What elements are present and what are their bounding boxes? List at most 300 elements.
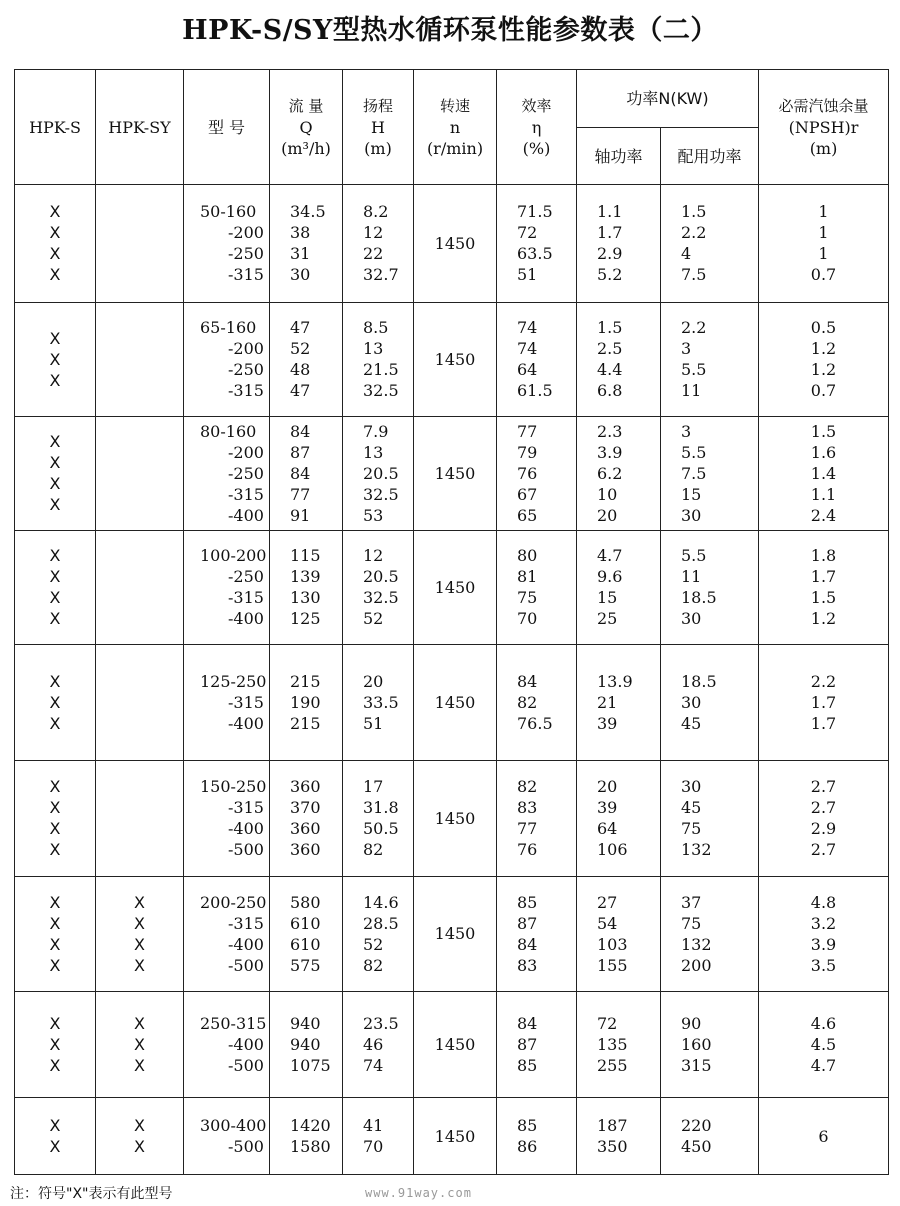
npsh-cell-value: 1.2 (810, 609, 837, 629)
efficiency-cell (497, 992, 577, 1098)
head-cell-value: 17 (363, 777, 384, 797)
flow-cell-value: 87 (290, 442, 311, 462)
model-cell-value: -500 (228, 1056, 264, 1076)
model-cell-value: -400 (228, 505, 264, 525)
efficiency-cell-value: 77 (517, 819, 538, 839)
header-speed: 转速 n (r/min) (414, 70, 497, 185)
npsh-cell-value: 1.5 (810, 421, 837, 441)
performance-table (14, 69, 889, 1175)
shaft-power-cell-value: 72 (597, 1014, 618, 1034)
head-cell-value: 52 (363, 934, 384, 954)
flow-cell-value: 38 (290, 223, 311, 243)
model-cell-value: 125-250 (200, 671, 267, 691)
efficiency-cell-value: 79 (517, 442, 538, 462)
head-cell-value: 21.5 (363, 360, 399, 380)
model-cell-value: 150-250 (200, 777, 267, 797)
flow-cell-value: 1075 (290, 1056, 331, 1076)
head-cell-value: 82 (363, 840, 384, 860)
head-cell-value: 32.5 (363, 381, 399, 401)
flow-cell (270, 185, 343, 303)
motor-power-cell-value: 7.5 (681, 265, 707, 285)
efficiency-cell (497, 185, 577, 303)
speed-cell: 1450 (414, 992, 497, 1098)
hpk-s-mark-value: X (49, 671, 61, 691)
hpk-s-mark-value: X (49, 495, 61, 515)
motor-power-cell-value: 2.2 (681, 223, 707, 243)
hpk-s-mark-value: X (49, 819, 61, 839)
motor-power-cell-value: 45 (681, 798, 702, 818)
header-hpk-sy: HPK-SY (96, 70, 184, 185)
motor-power-cell-value: 7.5 (681, 463, 707, 483)
hpk-s-mark (15, 530, 96, 644)
speed-cell: 1450 (414, 876, 497, 992)
efficiency-cell-value: 74 (517, 318, 538, 338)
speed-cell: 1450 (414, 302, 497, 416)
shaft-power-cell-value: 9.6 (597, 567, 623, 587)
hpk-sy-mark-value: X (134, 934, 145, 954)
hpk-s-mark-value: X (49, 265, 61, 285)
motor-power-cell-value: 11 (681, 381, 702, 401)
npsh-cell (759, 876, 889, 992)
flow-cell-value: 610 (290, 913, 321, 933)
head-cell-value: 12 (363, 223, 384, 243)
shaft-power-cell-value: 350 (597, 1137, 628, 1157)
shaft-power-cell-value: 13.9 (597, 671, 633, 691)
npsh-cell-value: 1.1 (810, 484, 837, 504)
table-row (15, 185, 889, 303)
shaft-power-cell-value: 1.1 (597, 202, 623, 222)
efficiency-cell-value: 65 (517, 505, 538, 525)
flow-cell (270, 416, 343, 530)
motor-power-cell (661, 644, 759, 760)
head-cell-value: 13 (363, 339, 384, 359)
header-efficiency: 效率 η (%) (497, 70, 577, 185)
model-cell-value: -500 (228, 955, 264, 975)
efficiency-cell-value: 71.5 (517, 202, 553, 222)
shaft-power-cell-value: 5.2 (597, 265, 623, 285)
flow-cell (270, 644, 343, 760)
npsh-cell-value: 1.4 (810, 463, 837, 483)
hpk-sy-mark-value: X (134, 1116, 145, 1136)
hpk-s-mark-value: X (49, 1116, 61, 1136)
npsh-cell-value: 1.2 (810, 360, 837, 380)
model-cell-value: 100-200 (200, 546, 267, 566)
hpk-s-mark-value: X (49, 546, 61, 566)
shaft-power-cell-value: 4.4 (597, 360, 623, 380)
head-cell-value: 32.5 (363, 484, 399, 504)
head-cell-value: 53 (363, 505, 384, 525)
efficiency-cell (497, 760, 577, 876)
head-cell-value: 33.5 (363, 692, 399, 712)
hpk-s-mark (15, 302, 96, 416)
shaft-power-cell-value: 64 (597, 819, 618, 839)
hpk-s-mark-value: X (49, 892, 61, 912)
model-cell-value: 65-160 (200, 318, 257, 338)
efficiency-cell-value: 76 (517, 840, 538, 860)
head-cell-value: 14.6 (363, 892, 399, 912)
flow-cell-value: 48 (290, 360, 311, 380)
npsh-cell-value: 2.7 (810, 777, 837, 797)
npsh-cell-value: 0.5 (810, 318, 837, 338)
npsh-cell-value: 3.2 (810, 913, 837, 933)
model-cell-value: -200 (228, 339, 264, 359)
npsh-cell-value: 4.7 (810, 1056, 837, 1076)
head-cell-value: 8.2 (363, 202, 389, 222)
motor-power-cell-value: 5.5 (681, 442, 707, 462)
hpk-sy-mark (96, 302, 184, 416)
motor-power-cell (661, 760, 759, 876)
flow-cell (270, 1098, 343, 1175)
motor-power-cell-value: 3 (681, 421, 692, 441)
shaft-power-cell-value: 25 (597, 609, 618, 629)
flow-cell (270, 530, 343, 644)
model-cell-value: -400 (228, 934, 264, 954)
table-row (15, 644, 889, 760)
motor-power-cell-value: 18.5 (681, 671, 717, 691)
header-power: 功率N(KW) (577, 70, 759, 128)
shaft-power-cell-value: 103 (597, 934, 628, 954)
motor-power-cell-value: 3 (681, 339, 692, 359)
hpk-sy-mark (96, 416, 184, 530)
flow-cell-value: 77 (290, 484, 311, 504)
hpk-s-mark (15, 876, 96, 992)
table-row (15, 992, 889, 1098)
efficiency-cell-value: 86 (517, 1137, 538, 1157)
hpk-sy-mark (96, 992, 184, 1098)
head-cell-value: 22 (363, 244, 384, 264)
shaft-power-cell-value: 15 (597, 588, 618, 608)
npsh-cell-value: 0.7 (810, 265, 837, 285)
page-title: HPK-S/SY型热水循环泵性能参数表（二） (182, 15, 718, 46)
shaft-power-cell-value: 10 (597, 484, 618, 504)
model-cell-value: 300-400 (200, 1116, 267, 1136)
motor-power-cell-value: 37 (681, 892, 702, 912)
hpk-sy-mark-value: X (134, 1056, 145, 1076)
efficiency-cell (497, 644, 577, 760)
efficiency-cell-value: 84 (517, 1014, 538, 1034)
head-cell-value: 82 (363, 955, 384, 975)
model-cell-value: -315 (228, 692, 264, 712)
hpk-s-mark-value: X (49, 692, 61, 712)
efficiency-cell-value: 67 (517, 484, 538, 504)
efficiency-cell-value: 84 (517, 934, 538, 954)
model-cell-value: -315 (228, 798, 264, 818)
efficiency-cell-value: 85 (517, 1116, 538, 1136)
shaft-power-cell-value: 39 (597, 798, 618, 818)
flow-cell-value: 84 (290, 463, 311, 483)
efficiency-cell-value: 87 (517, 913, 538, 933)
model-cell-value: -250 (228, 360, 264, 380)
motor-power-cell-value: 450 (681, 1137, 712, 1157)
flow-cell-value: 1580 (290, 1137, 331, 1157)
model-cell (184, 1098, 270, 1175)
model-cell (184, 302, 270, 416)
hpk-s-mark-value: X (49, 609, 61, 629)
motor-power-cell (661, 992, 759, 1098)
hpk-s-mark-value: X (49, 223, 61, 243)
model-cell-value: 50-160 (200, 202, 257, 222)
npsh-cell-value: 2.2 (810, 671, 837, 691)
head-cell (343, 876, 414, 992)
npsh-cell-value: 6 (818, 1126, 829, 1146)
head-cell (343, 530, 414, 644)
footnote: 注：符号"X"表示有此型号 (10, 1186, 173, 1202)
model-cell-value: -315 (228, 484, 264, 504)
efficiency-cell-value: 82 (517, 777, 538, 797)
shaft-power-cell-value: 1.7 (597, 223, 623, 243)
model-cell-value: -200 (228, 442, 264, 462)
motor-power-cell-value: 75 (681, 913, 702, 933)
flow-cell-value: 52 (290, 339, 311, 359)
model-cell-value: -315 (228, 913, 264, 933)
head-cell (343, 416, 414, 530)
flow-cell-value: 139 (290, 567, 321, 587)
model-cell-value: 250-315 (200, 1014, 267, 1034)
shaft-power-cell (577, 760, 661, 876)
motor-power-cell-value: 132 (681, 934, 712, 954)
efficiency-cell-value: 83 (517, 955, 538, 975)
npsh-cell (759, 416, 889, 530)
shaft-power-cell-value: 21 (597, 692, 618, 712)
flow-cell-value: 31 (290, 244, 311, 264)
shaft-power-cell-value: 6.8 (597, 381, 623, 401)
model-cell-value: -250 (228, 567, 264, 587)
hpk-sy-mark-value: X (134, 1014, 145, 1034)
hpk-sy-mark (96, 876, 184, 992)
head-cell-value: 70 (363, 1137, 384, 1157)
flow-cell (270, 302, 343, 416)
motor-power-cell-value: 30 (681, 609, 702, 629)
header-motor-power: 配用功率 (661, 128, 759, 185)
efficiency-cell-value: 84 (517, 671, 538, 691)
head-cell (343, 1098, 414, 1175)
flow-cell-value: 130 (290, 588, 321, 608)
npsh-cell (759, 644, 889, 760)
head-cell-value: 20.5 (363, 463, 399, 483)
hpk-s-mark-value: X (49, 432, 61, 452)
motor-power-cell-value: 132 (681, 840, 712, 860)
efficiency-cell (497, 876, 577, 992)
model-cell-value: -400 (228, 1035, 264, 1055)
npsh-cell (759, 992, 889, 1098)
flow-cell-value: 47 (290, 381, 311, 401)
shaft-power-cell-value: 2.9 (597, 244, 623, 264)
watermark: www.91way.com (365, 1186, 472, 1200)
flow-cell-value: 360 (290, 819, 321, 839)
efficiency-cell-value: 76 (517, 463, 538, 483)
head-cell (343, 302, 414, 416)
motor-power-cell-value: 30 (681, 505, 702, 525)
head-cell-value: 46 (363, 1035, 384, 1055)
hpk-s-mark (15, 644, 96, 760)
shaft-power-cell-value: 135 (597, 1035, 628, 1055)
hpk-s-mark-value: X (49, 840, 61, 860)
shaft-power-cell (577, 876, 661, 992)
flow-cell-value: 610 (290, 934, 321, 954)
head-cell-value: 51 (363, 713, 384, 733)
flow-cell-value: 47 (290, 318, 311, 338)
motor-power-cell-value: 160 (681, 1035, 712, 1055)
model-cell-value: -200 (228, 223, 264, 243)
model-cell (184, 876, 270, 992)
hpk-s-mark-value: X (49, 934, 61, 954)
hpk-s-mark-value: X (49, 453, 61, 473)
hpk-sy-mark (96, 530, 184, 644)
npsh-cell-value: 1.7 (810, 692, 837, 712)
head-cell-value: 7.9 (363, 421, 389, 441)
hpk-s-mark-value: X (49, 370, 61, 390)
hpk-s-mark-value: X (49, 798, 61, 818)
efficiency-cell-value: 72 (517, 223, 538, 243)
head-cell-value: 20.5 (363, 567, 399, 587)
flow-cell-value: 360 (290, 840, 321, 860)
npsh-cell-value: 2.7 (810, 798, 837, 818)
header-head: 扬程 H (m) (343, 70, 414, 185)
efficiency-cell (497, 416, 577, 530)
hpk-sy-mark-value: X (134, 1137, 145, 1157)
head-cell-value: 28.5 (363, 913, 399, 933)
efficiency-cell-value: 64 (517, 360, 538, 380)
efficiency-cell-value: 87 (517, 1035, 538, 1055)
npsh-cell-value: 4.5 (810, 1035, 837, 1055)
flow-cell-value: 1420 (290, 1116, 331, 1136)
npsh-cell-value: 1 (818, 202, 829, 222)
shaft-power-cell-value: 106 (597, 840, 628, 860)
head-cell-value: 41 (363, 1116, 384, 1136)
speed-cell: 1450 (414, 760, 497, 876)
motor-power-cell-value: 45 (681, 713, 702, 733)
shaft-power-cell-value: 20 (597, 777, 618, 797)
head-cell-value: 50.5 (363, 819, 399, 839)
hpk-sy-mark (96, 185, 184, 303)
model-cell (184, 530, 270, 644)
motor-power-cell-value: 2.2 (681, 318, 707, 338)
hpk-sy-mark (96, 644, 184, 760)
table-row (15, 416, 889, 530)
flow-cell-value: 580 (290, 892, 321, 912)
model-cell-value: -315 (228, 265, 264, 285)
flow-cell-value: 215 (290, 713, 321, 733)
npsh-cell (759, 760, 889, 876)
header-flow: 流 量 Q (m³/h) (270, 70, 343, 185)
npsh-cell-value: 1.7 (810, 713, 837, 733)
motor-power-cell-value: 5.5 (681, 546, 707, 566)
shaft-power-cell (577, 992, 661, 1098)
npsh-cell-value: 1 (818, 223, 829, 243)
npsh-cell-value: 1 (818, 244, 829, 264)
hpk-sy-mark-value: X (134, 1035, 145, 1055)
efficiency-cell-value: 83 (517, 798, 538, 818)
hpk-s-mark-value: X (49, 588, 61, 608)
motor-power-cell-value: 30 (681, 777, 702, 797)
motor-power-cell-value: 1.5 (681, 202, 707, 222)
model-cell-value: -250 (228, 463, 264, 483)
shaft-power-cell-value: 4.7 (597, 546, 623, 566)
npsh-cell (759, 302, 889, 416)
motor-power-cell (661, 185, 759, 303)
hpk-s-mark-value: X (49, 955, 61, 975)
npsh-cell-value: 3.5 (810, 955, 837, 975)
npsh-cell-value: 3.9 (810, 934, 837, 954)
head-cell (343, 644, 414, 760)
shaft-power-cell (577, 416, 661, 530)
hpk-s-mark-value: X (49, 328, 61, 348)
motor-power-cell-value: 200 (681, 955, 712, 975)
efficiency-cell-value: 77 (517, 421, 538, 441)
header-npsh: 必需汽蚀余量 (NPSH)r (m) (759, 70, 889, 185)
table-body (15, 185, 889, 1175)
header-model: 型 号 (184, 70, 270, 185)
flow-cell-value: 84 (290, 421, 311, 441)
hpk-s-mark-value: X (49, 777, 61, 797)
head-cell (343, 185, 414, 303)
efficiency-cell-value: 75 (517, 588, 538, 608)
shaft-power-cell-value: 1.5 (597, 318, 623, 338)
speed-cell: 1450 (414, 185, 497, 303)
model-cell-value: -400 (228, 713, 264, 733)
flow-cell-value: 360 (290, 777, 321, 797)
npsh-cell-value: 2.7 (810, 840, 837, 860)
header-hpk-s: HPK-S (15, 70, 96, 185)
npsh-cell-value: 4.6 (810, 1014, 837, 1034)
efficiency-cell-value: 76.5 (517, 713, 553, 733)
model-cell-value: -500 (228, 840, 264, 860)
npsh-cell-value: 1.2 (810, 339, 837, 359)
npsh-cell (759, 185, 889, 303)
speed-cell: 1450 (414, 530, 497, 644)
head-cell (343, 760, 414, 876)
hpk-s-mark-value: X (49, 1056, 61, 1076)
model-cell-value: -250 (228, 244, 264, 264)
hpk-sy-mark (96, 1098, 184, 1175)
hpk-s-mark-value: X (49, 202, 61, 222)
flow-cell-value: 215 (290, 671, 321, 691)
shaft-power-cell-value: 39 (597, 713, 618, 733)
hpk-s-mark-value: X (49, 1137, 61, 1157)
npsh-cell (759, 1098, 889, 1175)
efficiency-cell-value: 70 (517, 609, 538, 629)
head-cell-value: 12 (363, 546, 384, 566)
model-cell (184, 185, 270, 303)
flow-cell-value: 370 (290, 798, 321, 818)
npsh-cell-value: 4.8 (810, 892, 837, 912)
model-cell-value: 200-250 (200, 892, 267, 912)
npsh-cell-value: 1.7 (810, 567, 837, 587)
head-cell-value: 20 (363, 671, 384, 691)
hpk-s-mark (15, 416, 96, 530)
head-cell (343, 992, 414, 1098)
npsh-cell-value: 1.6 (810, 442, 837, 462)
motor-power-cell-value: 220 (681, 1116, 712, 1136)
table-row (15, 760, 889, 876)
hpk-sy-mark-value: X (134, 955, 145, 975)
table-row (15, 530, 889, 644)
head-cell-value: 32.5 (363, 588, 399, 608)
shaft-power-cell-value: 2.5 (597, 339, 623, 359)
flow-cell-value: 940 (290, 1014, 321, 1034)
hpk-sy-mark-value: X (134, 913, 145, 933)
shaft-power-cell-value: 255 (597, 1056, 628, 1076)
efficiency-cell (497, 1098, 577, 1175)
flow-cell (270, 992, 343, 1098)
npsh-cell-value: 1.5 (810, 588, 837, 608)
hpk-s-mark-value: X (49, 567, 61, 587)
shaft-power-cell-value: 187 (597, 1116, 628, 1136)
hpk-sy-mark (96, 760, 184, 876)
flow-cell-value: 30 (290, 265, 311, 285)
flow-cell-value: 91 (290, 505, 311, 525)
model-cell-value: -315 (228, 381, 264, 401)
